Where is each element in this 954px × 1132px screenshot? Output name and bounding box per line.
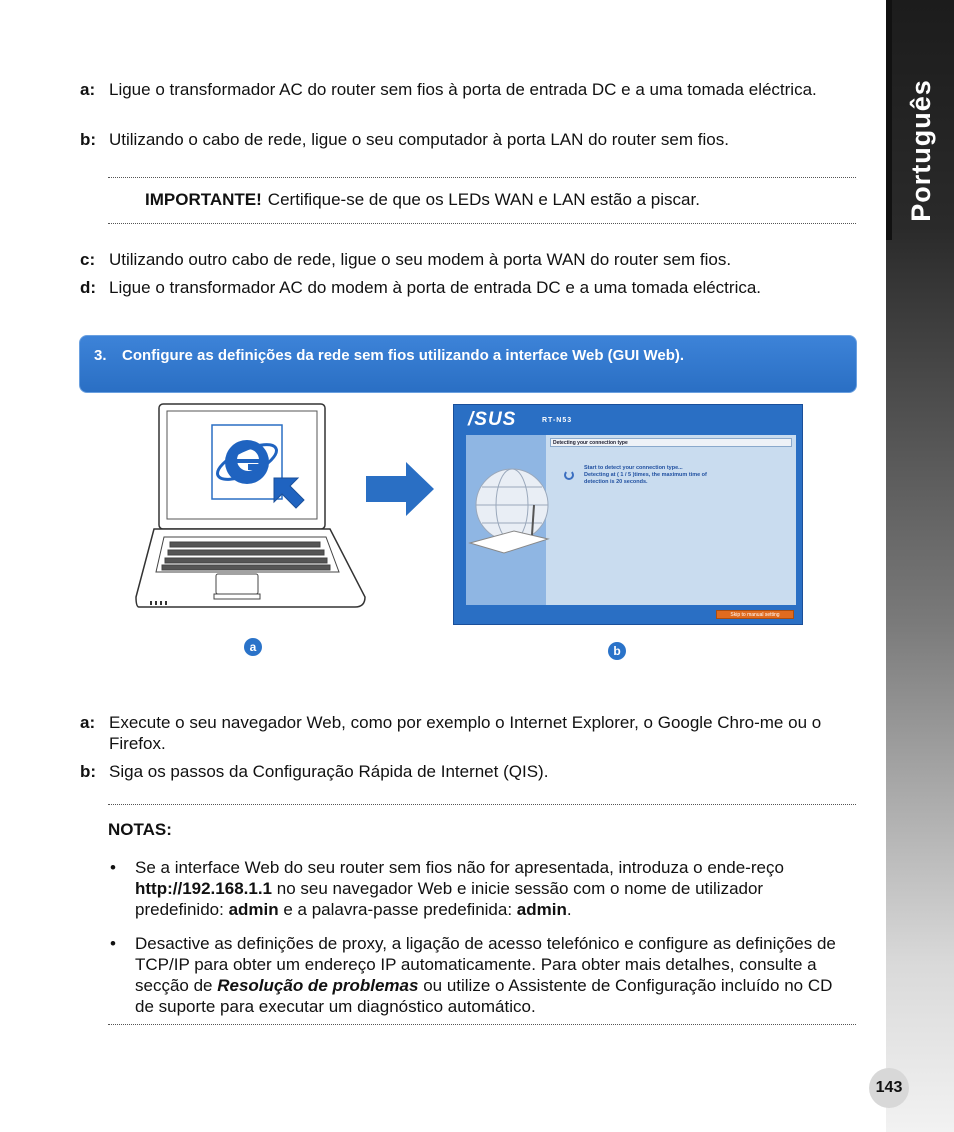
step-3-banner [79,335,857,393]
step-label: d: [80,278,97,297]
divider [108,177,856,178]
skip-manual-setting-button[interactable]: Skip to manual setting [716,610,794,619]
figure-badge-a: a [244,638,262,656]
language-label [893,60,949,240]
divider [108,1024,856,1025]
globe-router-icon [464,465,559,555]
troubleshooting-reference: Resolução de problemas [217,976,419,995]
note-bullet-2 [110,933,850,1017]
step-text: Ligue o transformador AC do router sem fios à porta de entrada DC e a uma tomada eléctrica. [109,80,817,99]
step-d [80,277,860,298]
page-number: 143 [869,1068,909,1108]
arrow-right-icon [364,460,436,518]
detect-message-line: detection is 20 seconds. [584,479,648,485]
side-tab-notch [886,0,892,240]
step-label: b: [80,130,97,149]
step-text: Utilizando outro cabo de rede, ligue o seu modem à porta WAN do router sem fios. [109,250,732,269]
detect-header: Detecting your connection type [550,438,792,447]
step-number: 3. [94,347,107,364]
divider [108,223,856,224]
step-a-top [80,79,860,100]
default-username: admin [228,900,279,919]
step-text: Utilizando o cabo de rede, ligue o seu computador à porta LAN do router sem fios. [109,130,729,149]
detect-message-line: Start to detect your connection type... [584,465,683,471]
step-text: Execute o seu navegador Web, como por exemplo o Internet Explorer, o Google Chro-me ou o Firefox. [109,713,822,753]
step-a-bottom [80,712,860,754]
note-text: Desactive as definições de proxy, a ligação de acesso telefónico e configure as definições de TCP/IP para obter um endereço IP automaticamente. Para obter mais detalhes, consulte a secção de Resolução de problemas ou utilize o Assistente de Configuração incluído no CD de suporte para executar um diagnóstico automático. [135,934,836,1016]
notes-title: NOTAS: [108,820,172,839]
bullet-dot: • [110,858,116,877]
loading-spinner-icon [564,470,574,480]
step-label: a: [80,713,96,732]
step-b-bottom [80,761,860,782]
important-text: Certifique-se de que os LEDs WAN e LAN estão a piscar. [267,190,700,209]
step-label: a: [80,80,96,99]
step-label: c: [80,250,96,269]
step-b-top [80,129,860,150]
step-c [80,249,860,270]
step-label: b: [80,762,97,781]
step-text: Ligue o transformador AC do modem à porta de entrada DC e a uma tomada eléctrica. [109,278,762,297]
right-pane [546,435,796,605]
step-title: Configure as definições da rede sem fios utilizando a interface Web (GUI Web). [122,347,685,364]
router-setup-screenshot [453,404,803,625]
model-name: RT-N53 [542,417,573,424]
divider [108,804,856,805]
bullet-dot: • [110,934,116,953]
detect-message-line: Detecting at ( 1 / 5 )times, the maximum time of [584,472,707,478]
default-password: admin [516,900,567,919]
cursor-arrow-icon [268,472,308,512]
figure-badge-b: b [608,642,626,660]
language-label-text: Português [905,78,936,222]
router-url: http://192.168.1.1 [135,879,273,898]
note-bullet-1 [110,857,850,920]
step-text: Siga os passos da Configuração Rápida de Internet (QIS). [109,762,549,781]
important-note [145,190,700,210]
detect-message [584,465,784,486]
note-text: Se a interface Web do seu router sem fios não for apresentada, introduza o ende-reço http://192.168.1.1 no seu navegador Web e inicie sessão com o nome de utilizador predefinido: admin e a palavra-passe predefinida: admin. [135,858,784,919]
important-label: IMPORTANTE! [145,190,262,209]
asus-logo: /SUS [468,409,517,430]
